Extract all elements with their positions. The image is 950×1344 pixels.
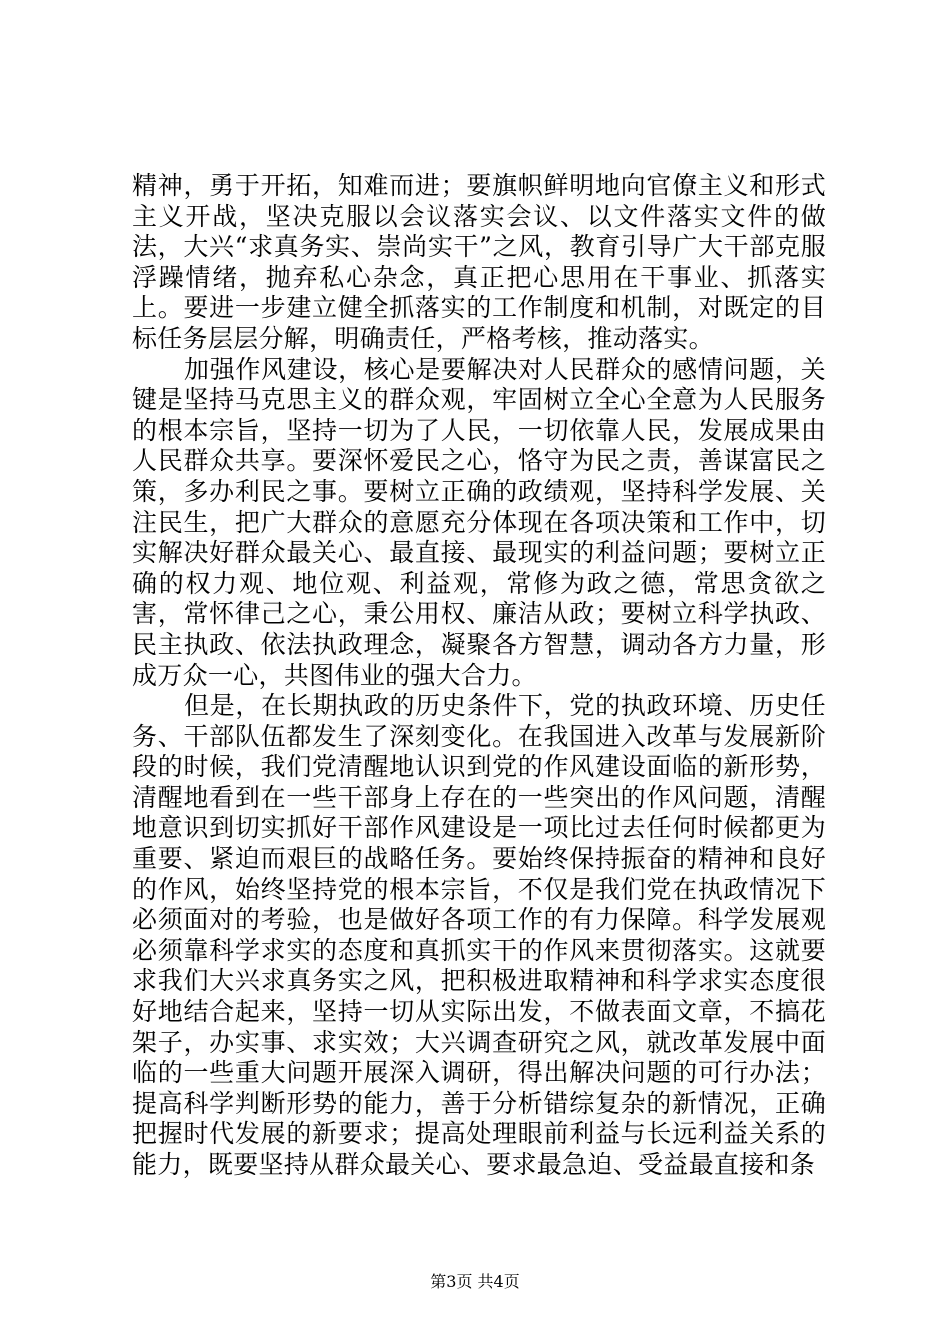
paragraph-3: 但是，在长期执政的历史条件下，党的执政环境、历史任务、干部队伍都发生了深刻变化。在我国进入改革与发展新阶段的时候，我们党清醒地认识到党的作风建设面临的新形势，清醒地看到在一些干部身上存在的一些突出的作风问题，清醒地意识到切实抓好干部作风建设是一项比过去任何时候都更为重要、紧迫而艰巨的战略任务。要始终保持振奋的精神和良好的作风，始终坚持党的根本宗旨，不仅是我们党在执政情况下必须面对的考验，也是做好各项工作的有力保障。科学发展观必须靠科学求实的态度和真抓实干的作风来贯彻落实。这就要求我们大兴求真务实之风，把积极进取精神和科学求实态度很好地结合起来，坚持一切从实际出发，不做表面文章，不搞花架子，办实事、求实效；大兴调查研究之风，就改革发展中面临的一些重大问题开展深入调研，得出解决问题的可行办法；提高科学判断形势的能力，善于分析错综复杂的新情况，正确把握时代发展的新要求；提高处理眼前利益与长远利益关系的能力，既要坚持从群众最关心、要求最急迫、受益最直接和条 xyxy=(132,691,826,1179)
paragraph-2: 加强作风建设，核心是要解决对人民群众的感情问题，关键是坚持马克思主义的群众观，牢固树立全心全意为人民服务的根本宗旨，坚持一切为了人民，一切依靠人民，发展成果由人民群众共享。要深怀爱民之心，恪守为民之责，善谋富民之策，多办利民之事。要树立正确的政绩观，坚持科学发展、关注民生，把广大群众的意愿充分体现在各项决策和工作中，切实解决好群众最关心、最直接、最现实的利益问题；要树立正确的权力观、地位观、利益观，常修为政之德，常思贪欲之害，常怀律己之心，秉公用权、廉洁从政；要树立科学执政、民主执政、依法执政理念，凝聚各方智慧，调动各方力量，形成万众一心，共图伟业的强大合力。 xyxy=(132,354,826,690)
document-body xyxy=(132,171,826,1181)
page-footer xyxy=(0,1272,950,1292)
paragraph-1: 精神，勇于开拓，知难而进；要旗帜鲜明地向官僚主义和形式主义开战，坚决克服以会议落实会议、以文件落实文件的做法，大兴“求真务实、崇尚实干”之风，教育引导广大干部克服浮躁情绪，抛弃私心杂念，真正把心思用在干事业、抓落实上。要进一步建立健全抓落实的工作制度和机制，对既定的目标任务层层分解，明确责任，严格考核，推动落实。 xyxy=(132,171,826,353)
page-number: 第3页 共4页 xyxy=(430,1272,520,1291)
